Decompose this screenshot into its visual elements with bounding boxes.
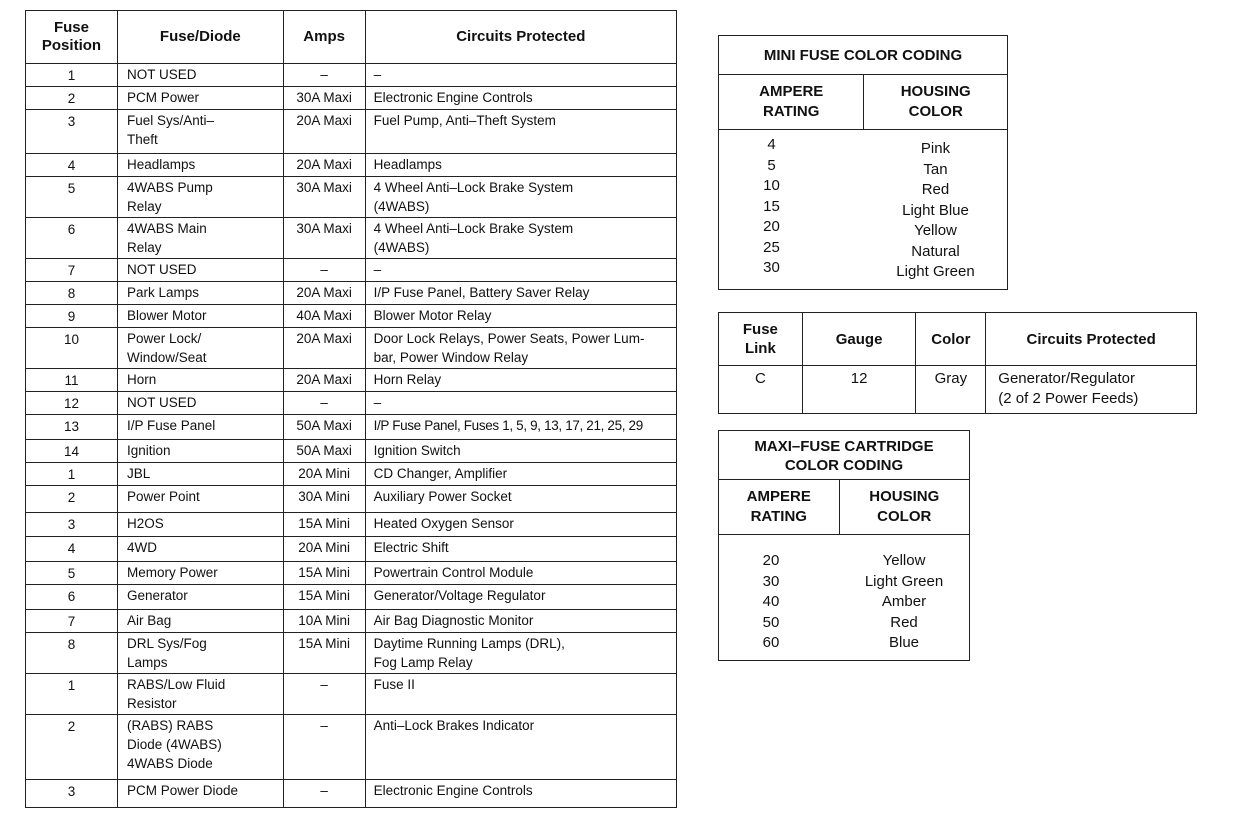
amps-cell: 40A Maxi — [283, 305, 365, 328]
fuse-diode-cell: H2OS — [117, 513, 283, 537]
circuits-protected-cell: Electronic Engine Controls — [365, 780, 676, 808]
circuits-protected-cell: – — [365, 64, 676, 87]
fuse-diode-cell: Horn — [117, 369, 283, 392]
fuse-table-body — [26, 64, 677, 808]
ampere-value: 30 — [763, 259, 780, 276]
fuse-diode-cell: Fuel Sys/Anti– Theft — [117, 110, 283, 154]
mini-fuse-color-list — [864, 130, 1008, 290]
circuits-protected-cell: – — [365, 259, 676, 282]
maxi-fuse-ampere-list — [719, 535, 840, 661]
amps-cell: – — [283, 259, 365, 282]
amps-cell: – — [283, 392, 365, 415]
fuse-position-cell: 8 — [26, 282, 118, 305]
housing-color-value: Tan — [923, 160, 948, 178]
fuse-position-cell: 10 — [26, 328, 118, 369]
fuse-diode-cell: 4WABS Main Relay — [117, 218, 283, 259]
amps-cell: 30A Mini — [283, 486, 365, 513]
housing-color-value: Pink — [920, 140, 951, 157]
fuse-link-value: C — [719, 366, 803, 414]
table-row — [26, 369, 677, 392]
circuits-protected-cell: CD Changer, Amplifier — [365, 463, 676, 486]
amps-cell: 20A Maxi — [283, 282, 365, 305]
table-row — [26, 537, 677, 562]
ampere-value: 4 — [767, 136, 776, 153]
ampere-value: 20 — [763, 218, 780, 235]
housing-color-value: Light Green — [896, 263, 975, 280]
housing-color-value: Yellow — [882, 552, 926, 569]
fuse-diode-cell: NOT USED — [117, 259, 283, 282]
fuse-position-cell: 14 — [26, 440, 118, 463]
amps-cell: 30A Maxi — [283, 177, 365, 218]
housing-color-value: Amber — [881, 593, 927, 610]
circuits-protected-cell: Blower Motor Relay — [365, 305, 676, 328]
fuse-position-cell: 1 — [26, 674, 118, 715]
fuse-diode-cell: RABS/Low Fluid Resistor — [117, 674, 283, 715]
table-row — [26, 64, 677, 87]
fuse-position-cell: 9 — [26, 305, 118, 328]
fuse-position-cell: 1 — [26, 64, 118, 87]
circuits-protected-cell: Daytime Running Lamps (DRL), Fog Lamp Relay — [365, 633, 676, 674]
circuits-protected-cell: Electric Shift — [365, 537, 676, 562]
ampere-value: 60 — [762, 634, 780, 651]
table-row — [26, 282, 677, 305]
fuse-position-cell: 11 — [26, 369, 118, 392]
circuits-protected-cell: Fuse II — [365, 674, 676, 715]
table-row — [26, 305, 677, 328]
circuits-protected-cell: Door Lock Relays, Power Seats, Power Lum- bar, Power Window Relay — [365, 328, 676, 369]
ampere-value: 5 — [767, 156, 776, 174]
fuse-table — [25, 10, 677, 808]
circuits-protected-cell: Generator/Voltage Regulator — [365, 585, 676, 610]
header-circuits-protected: Circuits Protected — [365, 11, 676, 64]
amps-cell: 20A Maxi — [283, 369, 365, 392]
circuits-protected-cell: I/P Fuse Panel, Battery Saver Relay — [365, 282, 676, 305]
fuse-diode-cell: I/P Fuse Panel — [117, 415, 283, 440]
fuse-position-cell: 4 — [26, 154, 118, 177]
fuse-diode-cell: Air Bag — [117, 610, 283, 633]
amps-cell: 15A Mini — [283, 513, 365, 537]
amps-cell: – — [283, 674, 365, 715]
ampere-value: 50 — [762, 613, 780, 631]
fuse-diode-cell: PCM Power — [117, 87, 283, 110]
table-row — [26, 177, 677, 218]
circuits-protected-cell: Horn Relay — [365, 369, 676, 392]
fuse-diode-cell: Park Lamps — [117, 282, 283, 305]
fuse-link-circuits: Generator/Regulator (2 of 2 Power Feeds) — [986, 366, 1197, 414]
housing-color-value: Red — [921, 181, 950, 198]
fuse-diode-cell: Blower Motor — [117, 305, 283, 328]
fuse-position-cell: 3 — [26, 110, 118, 154]
maxi-fuse-color-list — [839, 535, 969, 661]
fuse-position-cell: 2 — [26, 486, 118, 513]
fuse-position-cell: 5 — [26, 562, 118, 585]
circuits-protected-cell: Auxiliary Power Socket — [365, 486, 676, 513]
fuse-link-table — [718, 312, 1197, 414]
fuse-position-cell: 1 — [26, 463, 118, 486]
amps-cell: 20A Maxi — [283, 110, 365, 154]
fuse-position-cell: 6 — [26, 585, 118, 610]
circuits-protected-cell: Electronic Engine Controls — [365, 87, 676, 110]
table-row — [26, 440, 677, 463]
fuse-position-cell: 7 — [26, 610, 118, 633]
mini-fuse-title: MINI FUSE COLOR CODING — [719, 36, 1008, 75]
table-row — [26, 218, 677, 259]
fuse-diode-cell: NOT USED — [117, 64, 283, 87]
circuits-protected-cell: Fuel Pump, Anti–Theft System — [365, 110, 676, 154]
mini-fuse-header-ampere: AMPERE RATING — [719, 75, 864, 130]
fuse-position-cell: 3 — [26, 780, 118, 808]
header-link-circuits: Circuits Protected — [986, 313, 1197, 366]
table-row — [26, 463, 677, 486]
fuse-diode-cell: Power Lock/ Window/Seat — [117, 328, 283, 369]
table-row — [26, 562, 677, 585]
fuse-diode-cell: NOT USED — [117, 392, 283, 415]
table-row — [26, 715, 677, 780]
table-row — [26, 415, 677, 440]
table-row — [26, 610, 677, 633]
amps-cell: 15A Mini — [283, 633, 365, 674]
fuse-position-cell: 8 — [26, 633, 118, 674]
fuse-link-row — [719, 366, 1197, 414]
table-row — [26, 513, 677, 537]
amps-cell: 30A Maxi — [283, 87, 365, 110]
fuse-position-cell: 5 — [26, 177, 118, 218]
table-row — [26, 328, 677, 369]
fuse-link-color: Gray — [916, 366, 986, 414]
ampere-value: 30 — [762, 572, 780, 590]
circuits-protected-cell: – — [365, 392, 676, 415]
fuse-diode-cell: 4WD — [117, 537, 283, 562]
circuits-protected-cell: 4 Wheel Anti–Lock Brake System (4WABS) — [365, 177, 676, 218]
housing-color-value: Blue — [888, 634, 920, 651]
table-row — [26, 674, 677, 715]
fuse-position-cell: 6 — [26, 218, 118, 259]
fuse-position-cell: 2 — [26, 715, 118, 780]
mini-fuse-color-table — [718, 35, 1008, 290]
table-row — [26, 87, 677, 110]
housing-color-value: Natural — [911, 242, 960, 260]
table-row — [26, 585, 677, 610]
amps-cell: – — [283, 64, 365, 87]
fuse-diode-cell: PCM Power Diode — [117, 780, 283, 808]
header-color: Color — [916, 313, 986, 366]
fuse-table-header — [26, 11, 677, 64]
housing-color-value: Yellow — [914, 222, 957, 239]
fuse-diode-cell: 4WABS Pump Relay — [117, 177, 283, 218]
amps-cell: 10A Mini — [283, 610, 365, 633]
ampere-value: 15 — [763, 197, 780, 215]
circuits-protected-cell: Powertrain Control Module — [365, 562, 676, 585]
fuse-diode-cell: Generator — [117, 585, 283, 610]
ampere-value: 20 — [762, 552, 780, 569]
housing-color-value: Light Green — [864, 572, 944, 590]
fuse-diode-cell: (RABS) RABS Diode (4WABS) 4WABS Diode — [117, 715, 283, 780]
mini-fuse-ampere-list — [719, 130, 864, 290]
maxi-fuse-header-color: HOUSING COLOR — [839, 480, 969, 535]
circuits-protected-cell: Ignition Switch — [365, 440, 676, 463]
amps-cell: 30A Maxi — [283, 218, 365, 259]
fuse-diode-cell: Power Point — [117, 486, 283, 513]
fuse-position-cell: 7 — [26, 259, 118, 282]
fuse-diode-cell: Memory Power — [117, 562, 283, 585]
housing-color-value: Red — [890, 613, 918, 631]
mini-fuse-header-color: HOUSING COLOR — [864, 75, 1008, 130]
ampere-value: 40 — [762, 593, 780, 610]
table-row — [26, 110, 677, 154]
fuse-diode-cell: JBL — [117, 463, 283, 486]
table-row — [26, 486, 677, 513]
amps-cell: 15A Mini — [283, 562, 365, 585]
maxi-fuse-header-ampere: AMPERE RATING — [719, 480, 840, 535]
fuse-diode-cell: Ignition — [117, 440, 283, 463]
amps-cell: 50A Maxi — [283, 415, 365, 440]
circuits-protected-cell: Anti–Lock Brakes Indicator — [365, 715, 676, 780]
header-fuse-link: Fuse Link — [719, 313, 803, 366]
circuits-protected-cell: Heated Oxygen Sensor — [365, 513, 676, 537]
fuse-link-gauge: 12 — [802, 366, 916, 414]
amps-cell: 20A Mini — [283, 537, 365, 562]
circuits-protected-cell: Headlamps — [365, 154, 676, 177]
amps-cell: 15A Mini — [283, 585, 365, 610]
housing-color-value: Light Blue — [902, 201, 969, 219]
table-row — [26, 633, 677, 674]
header-fuse-diode: Fuse/Diode — [117, 11, 283, 64]
header-gauge: Gauge — [802, 313, 916, 366]
fuse-diode-cell: Headlamps — [117, 154, 283, 177]
circuits-protected-cell: Air Bag Diagnostic Monitor — [365, 610, 676, 633]
table-row — [26, 259, 677, 282]
fuse-position-cell: 12 — [26, 392, 118, 415]
amps-cell: – — [283, 715, 365, 780]
maxi-fuse-title: MAXI–FUSE CARTRIDGE COLOR CODING — [719, 431, 970, 480]
table-row — [26, 780, 677, 808]
fuse-position-cell: 3 — [26, 513, 118, 537]
maxi-fuse-color-table — [718, 430, 970, 661]
fuse-position-cell: 4 — [26, 537, 118, 562]
header-amps: Amps — [283, 11, 365, 64]
amps-cell: 50A Maxi — [283, 440, 365, 463]
circuits-protected-cell: 4 Wheel Anti–Lock Brake System (4WABS) — [365, 218, 676, 259]
ampere-value: 10 — [763, 177, 780, 194]
amps-cell: 20A Maxi — [283, 328, 365, 369]
fuse-diode-cell: DRL Sys/Fog Lamps — [117, 633, 283, 674]
header-fuse-position: Fuse Position — [26, 11, 118, 64]
table-row — [26, 154, 677, 177]
circuits-protected-cell: I/P Fuse Panel, Fuses 1, 5, 9, 13, 17, 21, 25, 29 — [365, 415, 676, 440]
ampere-value: 25 — [763, 238, 780, 256]
table-row — [26, 392, 677, 415]
amps-cell: – — [283, 780, 365, 808]
amps-cell: 20A Maxi — [283, 154, 365, 177]
amps-cell: 20A Mini — [283, 463, 365, 486]
fuse-position-cell: 13 — [26, 415, 118, 440]
fuse-position-cell: 2 — [26, 87, 118, 110]
